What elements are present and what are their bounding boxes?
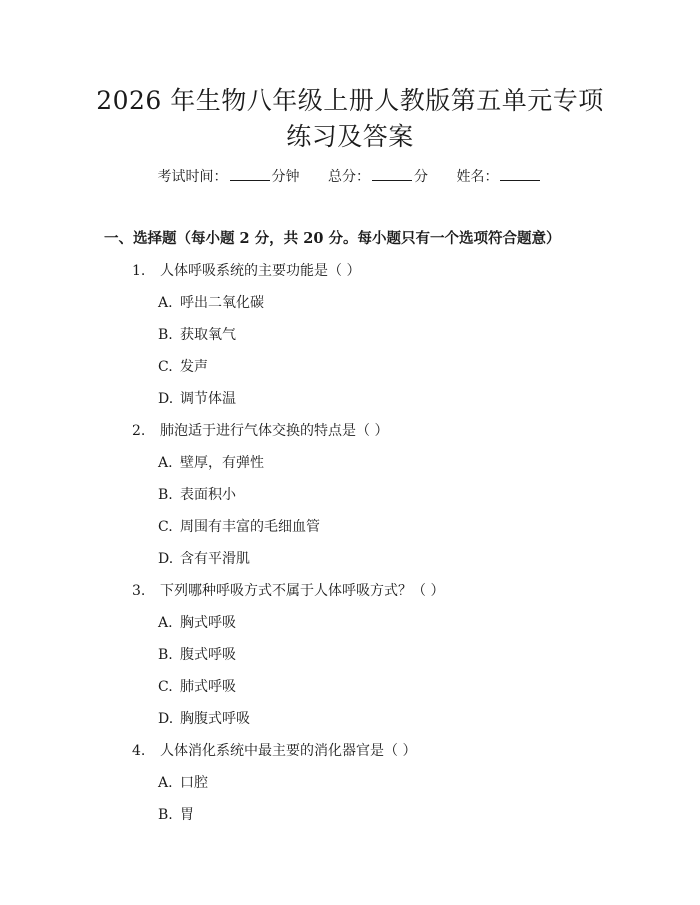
question-number: 2. bbox=[132, 423, 146, 439]
total-score-blank bbox=[372, 166, 412, 181]
question-text: 人体消化系统中最主要的消化器官是（ ） bbox=[160, 743, 417, 759]
option-text: 发声 bbox=[180, 359, 208, 375]
question-2-option-d bbox=[158, 548, 250, 570]
option-letter: A. bbox=[158, 455, 173, 471]
question-3-option-b bbox=[158, 644, 236, 666]
question-3-option-c bbox=[158, 676, 236, 698]
option-letter: B. bbox=[158, 807, 173, 823]
option-letter: D. bbox=[158, 551, 174, 567]
question-3 bbox=[132, 580, 444, 602]
option-text: 腹式呼吸 bbox=[180, 647, 236, 663]
option-text: 口腔 bbox=[180, 775, 208, 791]
option-letter: B. bbox=[158, 647, 173, 663]
exam-time bbox=[158, 166, 300, 188]
student-name-label: 姓名： bbox=[456, 169, 499, 185]
option-text: 含有平滑肌 bbox=[180, 551, 250, 567]
question-1-option-c bbox=[158, 356, 208, 378]
question-4 bbox=[132, 740, 416, 762]
section-heading: 一、选择题（每小题 2 分，共 20 分。每小题只有一个选项符合题意） bbox=[104, 230, 561, 247]
student-name bbox=[456, 166, 542, 188]
option-text: 获取氧气 bbox=[180, 327, 236, 343]
question-number: 4. bbox=[132, 743, 146, 759]
option-text: 肺式呼吸 bbox=[180, 679, 236, 695]
option-text: 胸式呼吸 bbox=[180, 615, 236, 631]
exam-meta-row bbox=[0, 166, 700, 188]
question-1 bbox=[132, 260, 360, 282]
question-3-option-d bbox=[158, 708, 250, 730]
total-score bbox=[328, 166, 428, 188]
total-score-label: 总分： bbox=[328, 169, 370, 185]
option-text: 周围有丰富的毛细血管 bbox=[180, 519, 320, 535]
question-1-option-d bbox=[158, 388, 236, 410]
document-title-line-2: 练习及答案 bbox=[286, 122, 414, 151]
option-letter: B. bbox=[158, 487, 173, 503]
question-2-option-b bbox=[158, 484, 236, 506]
question-2 bbox=[132, 420, 388, 442]
exam-time-unit: 分钟 bbox=[271, 169, 300, 185]
student-name-blank bbox=[500, 166, 540, 181]
question-number: 3. bbox=[132, 583, 146, 599]
option-letter: C. bbox=[158, 359, 173, 375]
question-number: 1. bbox=[132, 263, 146, 279]
option-text: 表面积小 bbox=[180, 487, 236, 503]
total-score-unit: 分 bbox=[414, 169, 428, 185]
option-text: 胸腹式呼吸 bbox=[180, 711, 250, 727]
option-letter: B. bbox=[158, 327, 173, 343]
question-text: 下列哪种呼吸方式不属于人体呼吸方式？（ ） bbox=[160, 583, 445, 599]
exam-time-label: 考试时间： bbox=[157, 169, 228, 185]
question-1-option-a bbox=[158, 292, 264, 314]
option-letter: C. bbox=[158, 519, 173, 535]
option-letter: A. bbox=[158, 775, 173, 791]
option-letter: C. bbox=[158, 679, 173, 695]
question-text: 肺泡适于进行气体交换的特点是（ ） bbox=[160, 423, 389, 439]
question-text: 人体呼吸系统的主要功能是（ ） bbox=[160, 263, 361, 279]
question-3-option-a bbox=[158, 612, 236, 634]
question-2-option-c bbox=[158, 516, 320, 538]
exam-time-blank bbox=[230, 166, 270, 181]
option-letter: A. bbox=[158, 615, 173, 631]
option-letter: D. bbox=[158, 711, 174, 727]
question-4-option-a bbox=[158, 772, 208, 794]
option-text: 呼出二氧化碳 bbox=[180, 295, 264, 311]
question-2-option-a bbox=[158, 452, 264, 474]
question-1-option-b bbox=[158, 324, 236, 346]
option-text: 胃 bbox=[180, 807, 194, 823]
option-text: 调节体温 bbox=[180, 391, 236, 407]
option-text: 壁厚，有弹性 bbox=[180, 455, 264, 471]
question-4-option-b bbox=[158, 804, 194, 826]
option-letter: D. bbox=[158, 391, 174, 407]
option-letter: A. bbox=[158, 295, 173, 311]
document-title-line-1: 2026 年生物八年级上册人教版第五单元专项 bbox=[96, 86, 604, 115]
